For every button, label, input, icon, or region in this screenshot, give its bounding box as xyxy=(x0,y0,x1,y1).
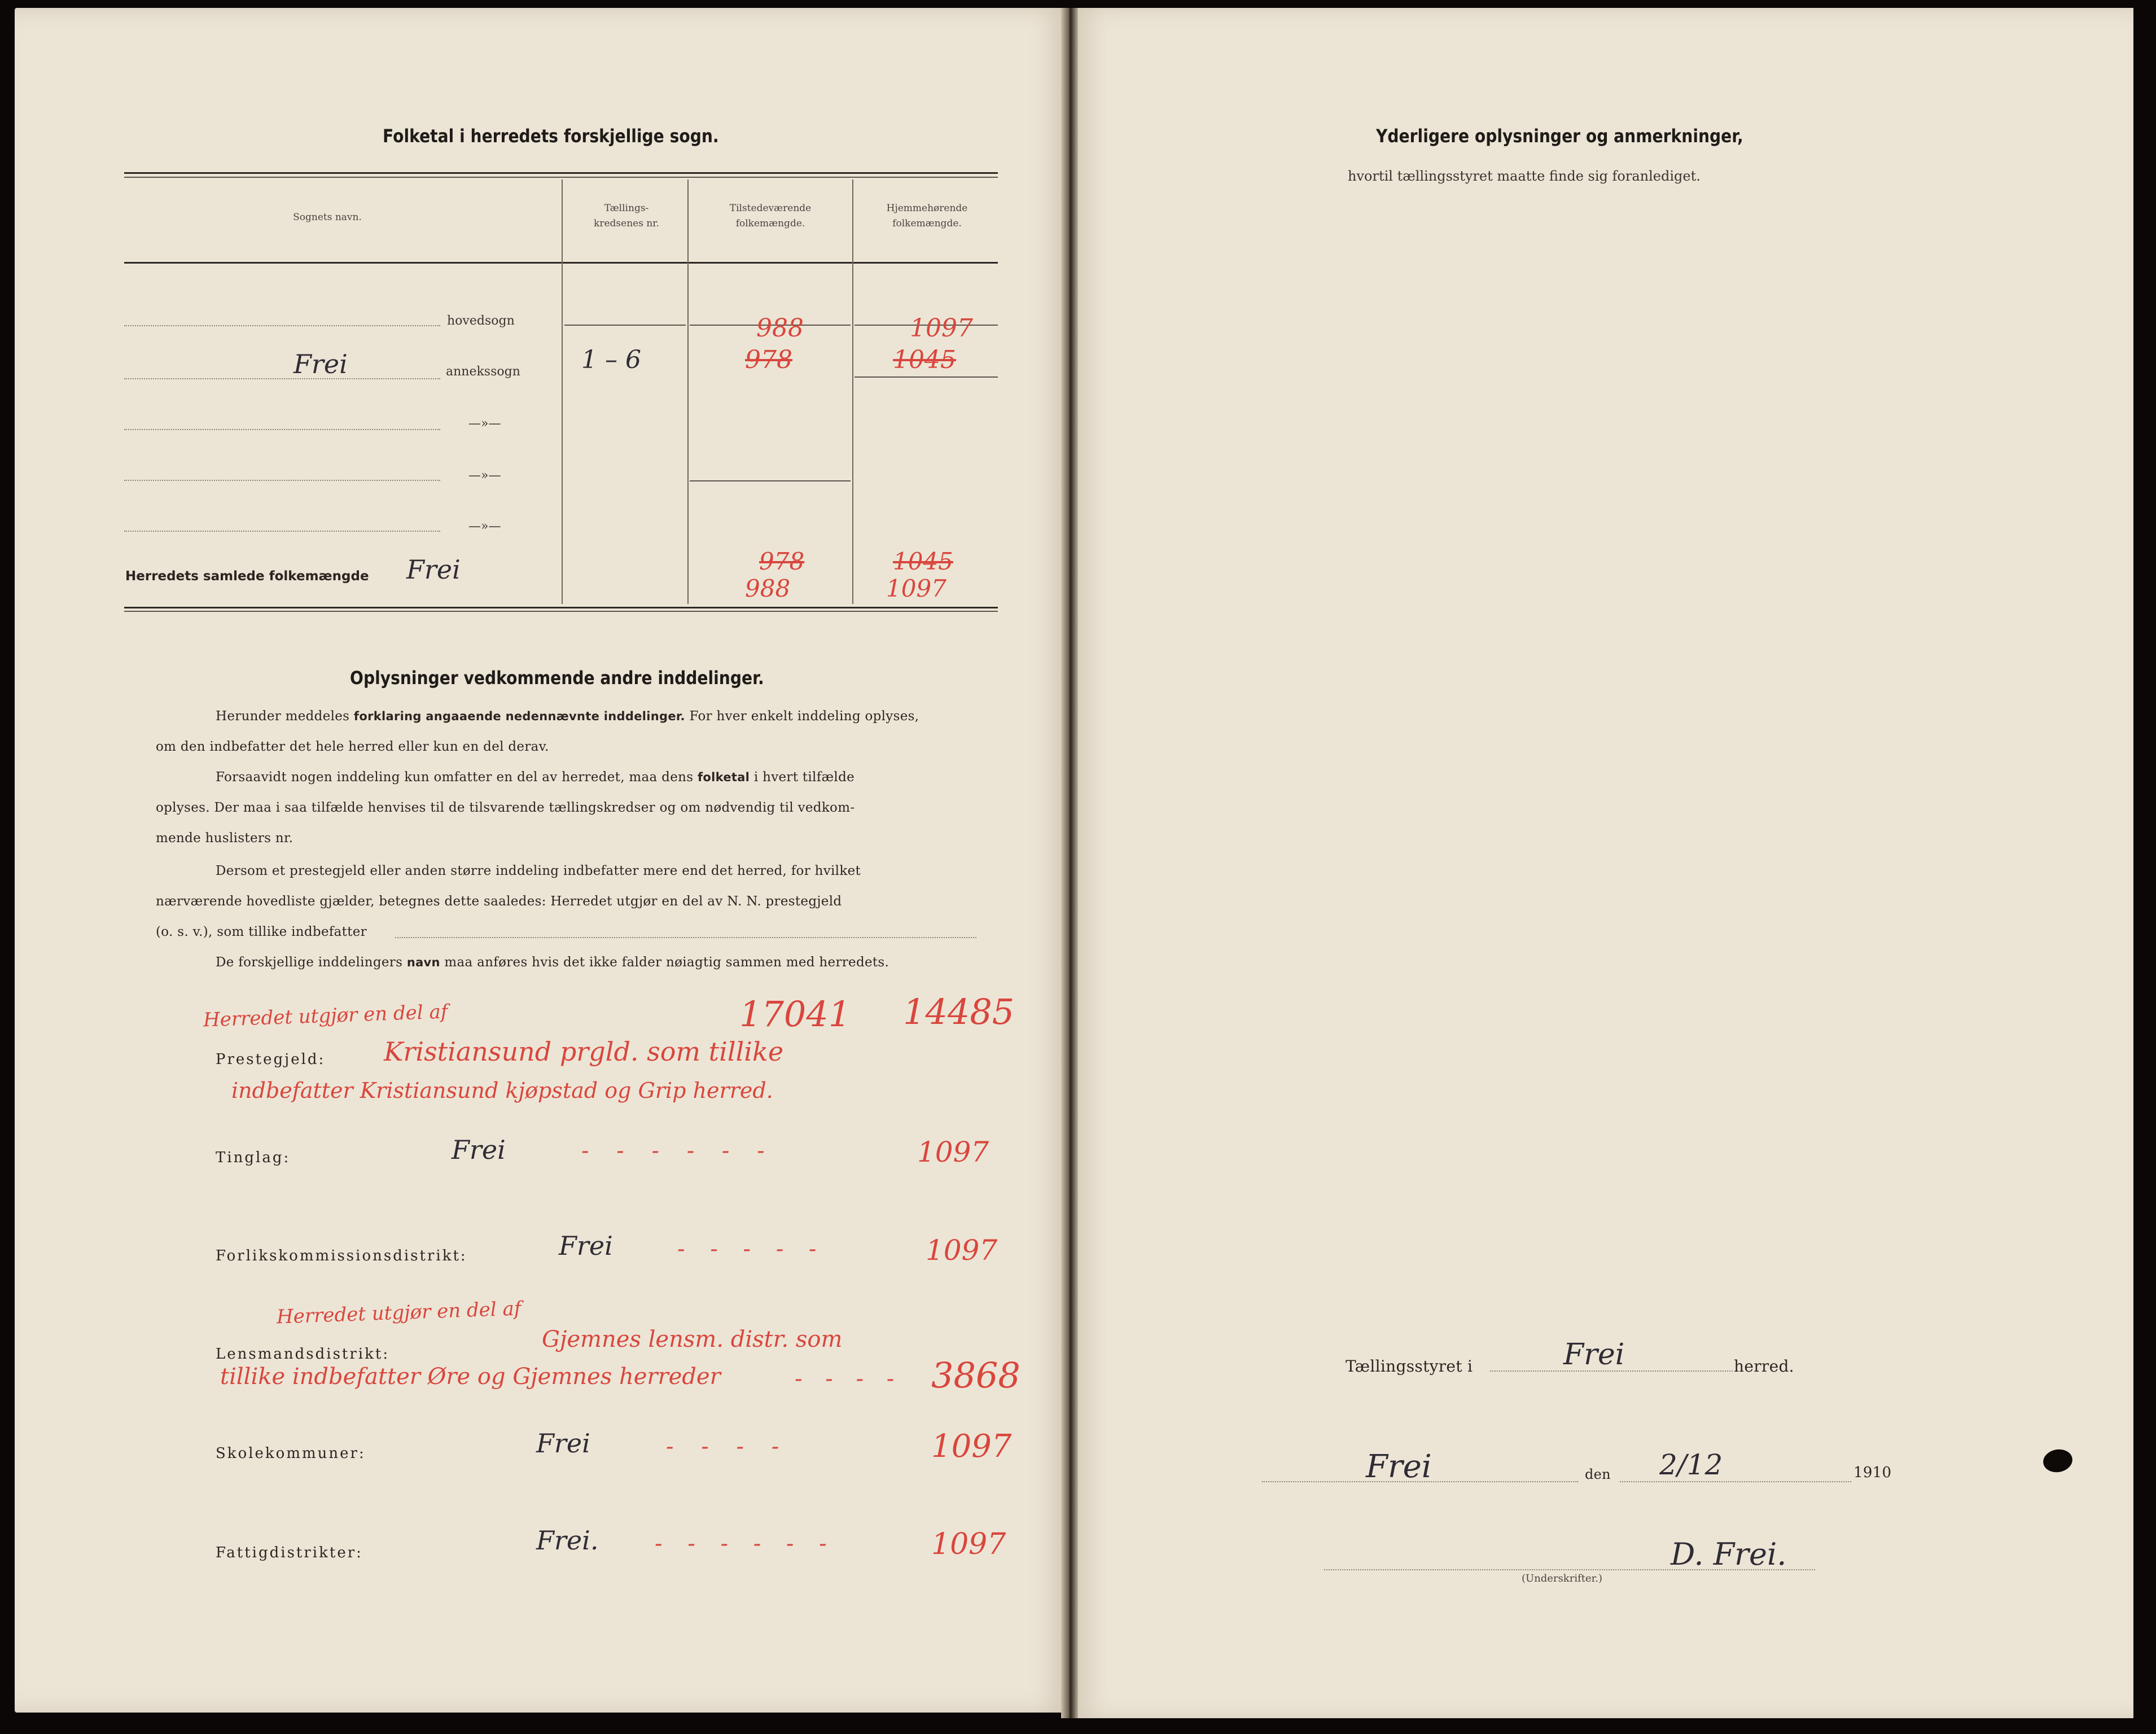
tilstede-old: 978 xyxy=(745,345,792,374)
table-top-rule-2 xyxy=(124,177,998,178)
para3-dots xyxy=(395,937,976,938)
hovedsogn-label: hovedsogn xyxy=(447,314,515,328)
date-value: 2/12 xyxy=(1659,1448,1723,1481)
col-divider-1 xyxy=(562,179,563,604)
total-hjemme-new: 1097 xyxy=(886,575,946,602)
lensmand-note: Herredet utgjør en del af xyxy=(276,1297,522,1329)
prestegjeld-num2: 14485 xyxy=(903,991,1015,1032)
sogn-name: Frei xyxy=(293,349,348,379)
right-page xyxy=(1072,8,2133,1718)
total-hjemme-old: 1045 xyxy=(893,548,953,575)
annekssogn-label: annekssogn xyxy=(446,365,520,379)
header-tilstede: Tilstedeværende folkemængde. xyxy=(729,203,812,229)
fattig-dash: - - - - - - xyxy=(655,1531,836,1557)
row4-rule-b xyxy=(690,480,851,481)
prestegjeld-label: Prestegjeld: xyxy=(216,1051,326,1068)
lensmand-label: Lensmandsdistrikt: xyxy=(216,1346,390,1363)
total-tilstede-old: 978 xyxy=(759,548,805,575)
den-label: den xyxy=(1585,1466,1611,1482)
ditto-3: —»— xyxy=(468,519,501,533)
row2-rule-c xyxy=(854,376,998,378)
styret-label: Tællingsstyret i xyxy=(1346,1357,1473,1376)
row1-rule-a xyxy=(564,325,686,326)
header-bottom-rule xyxy=(124,262,998,264)
col-divider-2 xyxy=(687,179,689,604)
ditto-2: —»— xyxy=(468,468,501,483)
hjemme-new: 1097 xyxy=(910,314,973,343)
forliks-value: Frei xyxy=(559,1231,613,1261)
para3-line2: nærværende hovedliste gjælder, betegnes dette saaledes: Herredet utgjør en del av N. N. prestegjeld xyxy=(156,894,842,909)
para3-line3: (o. s. v.), som tillike indbefatter xyxy=(156,925,367,939)
lensmand-num: 3868 xyxy=(931,1355,1020,1396)
prestegjeld-line1: Kristiansund prgld. som tillike xyxy=(384,1036,784,1067)
skole-num: 1097 xyxy=(931,1428,1012,1465)
para1-line1: Herunder meddeles forklaring angaaende nedennævnte inddelinger. For hver enkelt inddeling oplyses, xyxy=(216,709,919,724)
styret-value: Frei xyxy=(1563,1338,1625,1372)
fattig-label: Fattigdistrikter: xyxy=(216,1544,363,1561)
prestegjeld-num1: 17041 xyxy=(739,993,851,1035)
signature: D. Frei. xyxy=(1671,1536,1787,1572)
skole-value: Frei xyxy=(536,1428,590,1459)
row1-dots xyxy=(124,325,440,326)
row2-dots xyxy=(124,378,440,379)
hjemme-old: 1045 xyxy=(893,345,956,374)
header-sogn: Sognets navn. xyxy=(293,212,362,223)
herred-label: herred. xyxy=(1734,1357,1794,1376)
place-value: Frei xyxy=(1366,1448,1432,1485)
fattig-value: Frei. xyxy=(536,1525,599,1556)
tinglag-value: Frei xyxy=(452,1135,506,1165)
kreds-value: 1 – 6 xyxy=(581,345,641,374)
para2-line1: Forsaavidt nogen inddeling kun omfatter en del av herredet, maa dens folketal i hvert tilfælde xyxy=(216,770,855,785)
year-value: 1910 xyxy=(1853,1464,1892,1481)
date-dots xyxy=(1620,1481,1851,1482)
skole-dash: - - - - xyxy=(666,1434,790,1460)
row4-dots xyxy=(124,480,440,481)
tinglag-num: 1097 xyxy=(917,1136,989,1168)
para2-line2: oplyses. Der maa i saa tilfælde henvises til de tilsvarende tællingskredser og om nødvendig til vedkom- xyxy=(156,800,855,815)
header-kreds: Tællings- kredsenes nr. xyxy=(594,203,659,229)
lensmand-line1: Gjemnes lensm. distr. som xyxy=(542,1326,843,1352)
remarks-subtitle: hvortil tællingsstyret maatte finde sig foranlediget. xyxy=(1348,168,1701,184)
population-title: Folketal i herredets forskjellige sogn. xyxy=(383,125,719,147)
prestegjeld-line2: indbefatter Kristiansund kjøpstad og Grip herred. xyxy=(231,1078,773,1103)
para1-line2: om den indbefatter det hele herred eller kun en del derav. xyxy=(156,739,549,754)
book-gutter xyxy=(1061,8,1078,1718)
total-label: Herredets samlede folkemængde xyxy=(125,569,369,584)
para3-line1: Dersom et prestegjeld eller anden større inddeling indbefatter mere end det herred, for hvilket xyxy=(216,864,861,878)
skole-label: Skolekommuner: xyxy=(216,1445,366,1462)
para2-line3: mende huslisters nr. xyxy=(156,831,293,846)
forliks-num: 1097 xyxy=(926,1234,998,1267)
tinglag-dash: - - - - - - xyxy=(581,1138,775,1164)
remarks-title: Yderligere oplysninger og anmerkninger, xyxy=(1376,125,1743,147)
row5-dots xyxy=(124,531,440,532)
section-title: Oplysninger vedkommende andre inddelinger. xyxy=(350,667,764,689)
lensmand-dash: - - - - xyxy=(795,1366,902,1392)
tilstede-new: 988 xyxy=(756,314,804,343)
lensmand-line2: tillike indbefatter Øre og Gjemnes herreder xyxy=(220,1364,721,1390)
total-name: Frei xyxy=(406,554,461,585)
table-top-rule xyxy=(124,172,998,174)
header-hjemme: Hjemmehørende folkemængde. xyxy=(886,203,968,229)
ditto-1: —»— xyxy=(468,417,501,431)
underskrifter-label: (Underskrifter.) xyxy=(1522,1573,1602,1584)
prestegjeld-note: Herredet utgjør en del af xyxy=(203,1000,448,1032)
forliks-dash: - - - - - xyxy=(677,1236,826,1262)
fattig-num: 1097 xyxy=(931,1527,1006,1561)
para4-line1: De forskjellige inddelingers navn maa anføres hvis det ikke falder nøiagtig sammen med herredets. xyxy=(216,955,889,970)
table-bottom-rule-2 xyxy=(124,611,998,612)
table-bottom-rule xyxy=(124,607,998,608)
forliks-label: Forlikskommissionsdistrikt: xyxy=(216,1247,467,1264)
row3-dots xyxy=(124,429,440,430)
total-tilstede-new: 988 xyxy=(745,575,791,602)
col-divider-3 xyxy=(852,179,853,604)
tinglag-label: Tinglag: xyxy=(216,1149,291,1166)
